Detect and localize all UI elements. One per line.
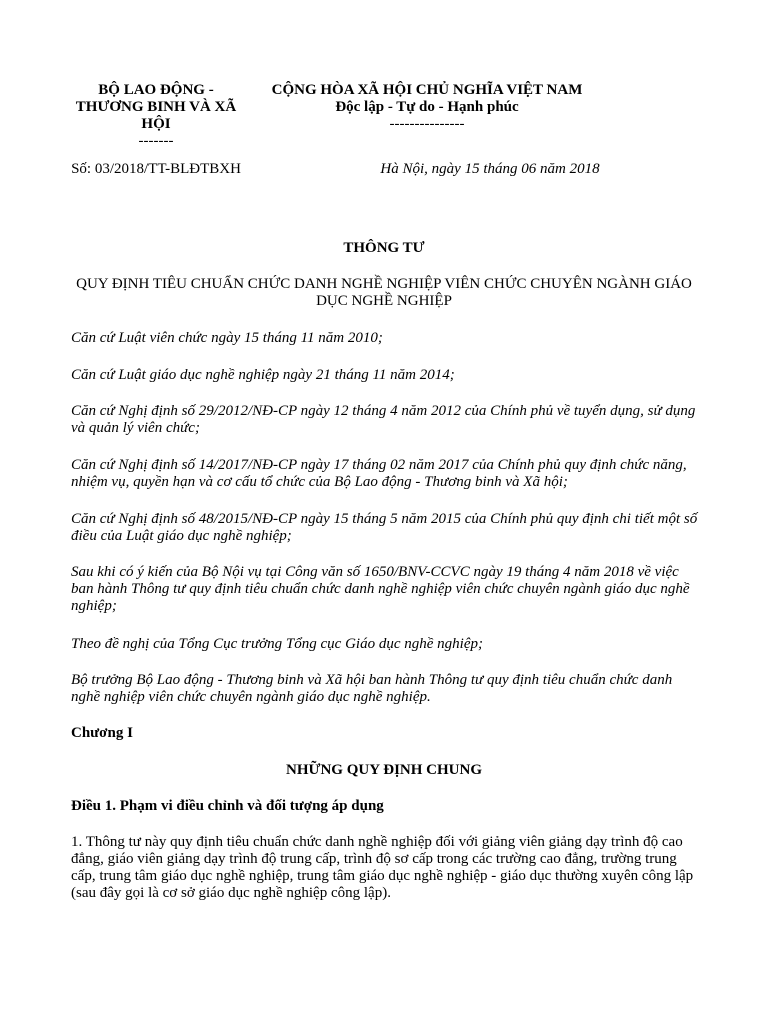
article-clause: 1. Thông tư này quy định tiêu chuẩn chức danh nghề nghiệp đối với giảng viên giảng dạy trình độ cao đẳng, giáo viên giảng dạy trình độ trung cấp, trình độ sơ cấp trong các trường cao đẳng, trường trung cấp, trung tâm giáo dục nghề nghiệp, trung tâm giáo dục nghề nghiệp - giáo dục thường xuyên công lập (sau đây gọi là cơ sở giáo dục nghề nghiệp công lập).: [71, 834, 694, 901]
national-header: [252, 82, 602, 133]
nation-separator: ---------------: [389, 116, 465, 132]
preamble-proposal: Theo đề nghị của Tổng Cục trưởng Tổng cục Giáo dục nghề nghiệp;: [71, 636, 483, 652]
article-heading: Điều 1. Phạm vi điều chỉnh và đối tượng áp dụng: [71, 798, 384, 814]
place-and-date: Hà Nội, ngày 15 tháng 06 năm 2018: [380, 161, 600, 177]
preamble-basis: Căn cứ Nghị định số 14/2017/NĐ-CP ngày 17 tháng 02 năm 2017 của Chính phủ quy định chức năng, nhiệm vụ, quyền hạn và cơ cấu tổ chức của Bộ Lao động - Thương binh và Xã hội;: [71, 457, 687, 490]
preamble-basis: Căn cứ Luật giáo dục nghề nghiệp ngày 21 tháng 11 năm 2014;: [71, 367, 455, 383]
preamble-basis: Căn cứ Nghị định số 48/2015/NĐ-CP ngày 15 tháng 5 năm 2015 của Chính phủ quy định chi tiết một số điều của Luật giáo dục nghề nghiệp;: [71, 511, 698, 544]
chapter-title: NHỮNG QUY ĐỊNH CHUNG: [286, 762, 482, 778]
preamble-consultation: Sau khi có ý kiến của Bộ Nội vụ tại Công văn số 1650/BNV-CCVC ngày 19 tháng 4 năm 2018 về việc ban hành Thông tư quy định tiêu chuẩn chức danh nghề nghiệp viên chức chuyên ngành giáo dục nghề nghiệp;: [71, 564, 690, 614]
preamble-promulgation: Bộ trưởng Bộ Lao động - Thương binh và Xã hội ban hành Thông tư quy định tiêu chuẩn chức danh nghề nghiệp viên chức chuyên ngành giáo dục nghề nghiệp.: [71, 672, 673, 705]
national-motto: Độc lập - Tự do - Hạnh phúc: [335, 99, 519, 115]
ministry-separator: -------: [138, 133, 174, 149]
document-subject: QUY ĐỊNH TIÊU CHUẨN CHỨC DANH NGHỀ NGHIỆP VIÊN CHỨC CHUYÊN NGÀNH GIÁO DỤC NGHỀ NGHIỆP: [76, 276, 692, 309]
document-type: THÔNG TƯ: [343, 240, 425, 256]
document-number: Số: 03/2018/TT-BLĐTBXH: [71, 161, 241, 177]
chapter-label: Chương I: [71, 725, 133, 741]
preamble-basis: Căn cứ Nghị định số 29/2012/NĐ-CP ngày 12 tháng 4 năm 2012 của Chính phủ về tuyển dụng, sử dụng và quản lý viên chức;: [71, 403, 696, 436]
issuing-authority: [66, 82, 246, 150]
nation-name: CỘNG HÒA XÃ HỘI CHỦ NGHĨA VIỆT NAM: [271, 82, 583, 98]
ministry-name: BỘ LAO ĐỘNG - THƯƠNG BINH VÀ XÃ HỘI: [75, 82, 237, 132]
preamble-basis: Căn cứ Luật viên chức ngày 15 tháng 11 năm 2010;: [71, 330, 383, 346]
